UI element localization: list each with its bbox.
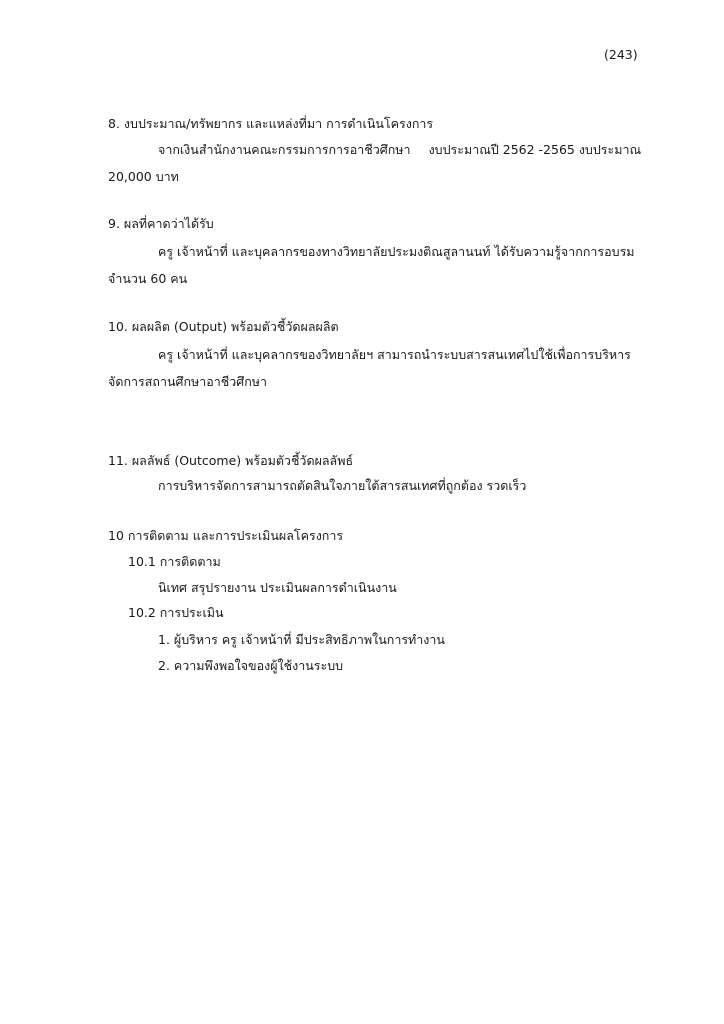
section-8-paragraph-line-1 bbox=[158, 141, 641, 159]
page-number: (243) bbox=[604, 47, 638, 62]
evaluation-list-item: 2. ความพึงพอใจของผู้ใช้งานระบบ bbox=[158, 658, 344, 673]
section-8-heading: 8. งบประมาณ/ทรัพยากร และแหล่งที่มา การดำเนินโครงการ bbox=[108, 116, 434, 131]
monitoring-body: นิเทศ สรุปรายงาน ประเมินผลการดำเนินงาน bbox=[158, 580, 397, 595]
section-9-paragraph-line-1: ครู เจ้าหน้าที่ และบุคลากรของทางวิทยาลัยประมงติณสูลานนท์ ได้รับความรู้จากการอบรม bbox=[158, 244, 635, 259]
evaluation-subheading: 10.2 การประเมิน bbox=[128, 605, 224, 620]
section-10-heading: 10. ผลผลิต (Output) พร้อมตัวชี้วัดผลผลิต bbox=[108, 319, 339, 334]
section-8-funding-source: จากเงินสำนักงานคณะกรรมการการอาชีวศึกษา bbox=[158, 142, 411, 157]
monitoring-subheading: 10.1 การติดตาม bbox=[128, 554, 221, 569]
section-9-paragraph-line-2: จำนวน 60 คน bbox=[108, 271, 188, 286]
section-9-heading: 9. ผลที่คาดว่าได้รับ bbox=[108, 216, 214, 231]
evaluation-list-item: 1. ผู้บริหาร ครู เจ้าหน้าที่ มีประสิทธิภาพในการทำงาน bbox=[158, 632, 445, 647]
section-8-budget-year: งบประมาณปี 2562 -2565 งบประมาณ bbox=[428, 142, 642, 157]
section-10-paragraph-line-2: จัดการสถานศึกษาอาชีวศึกษา bbox=[108, 374, 268, 389]
section-10-paragraph-line-1: ครู เจ้าหน้าที่ และบุคลากรของวิทยาลัยฯ สามารถนำระบบสารสนเทศไปใช้เพื่อการบริหาร bbox=[158, 347, 631, 362]
section-8-paragraph-line-2: 20,000 บาท bbox=[108, 169, 179, 184]
monitoring-section-heading: 10 การติดตาม และการประเมินผลโครงการ bbox=[108, 528, 344, 543]
section-11-paragraph-line-1: การบริหารจัดการสามารถตัดสินใจภายใต้สารสนเทศที่ถูกต้อง รวดเร็ว bbox=[158, 478, 527, 493]
section-11-heading: 11. ผลลัพธ์ (Outcome) พร้อมตัวชี้วัดผลลัพธ์ bbox=[108, 453, 354, 468]
